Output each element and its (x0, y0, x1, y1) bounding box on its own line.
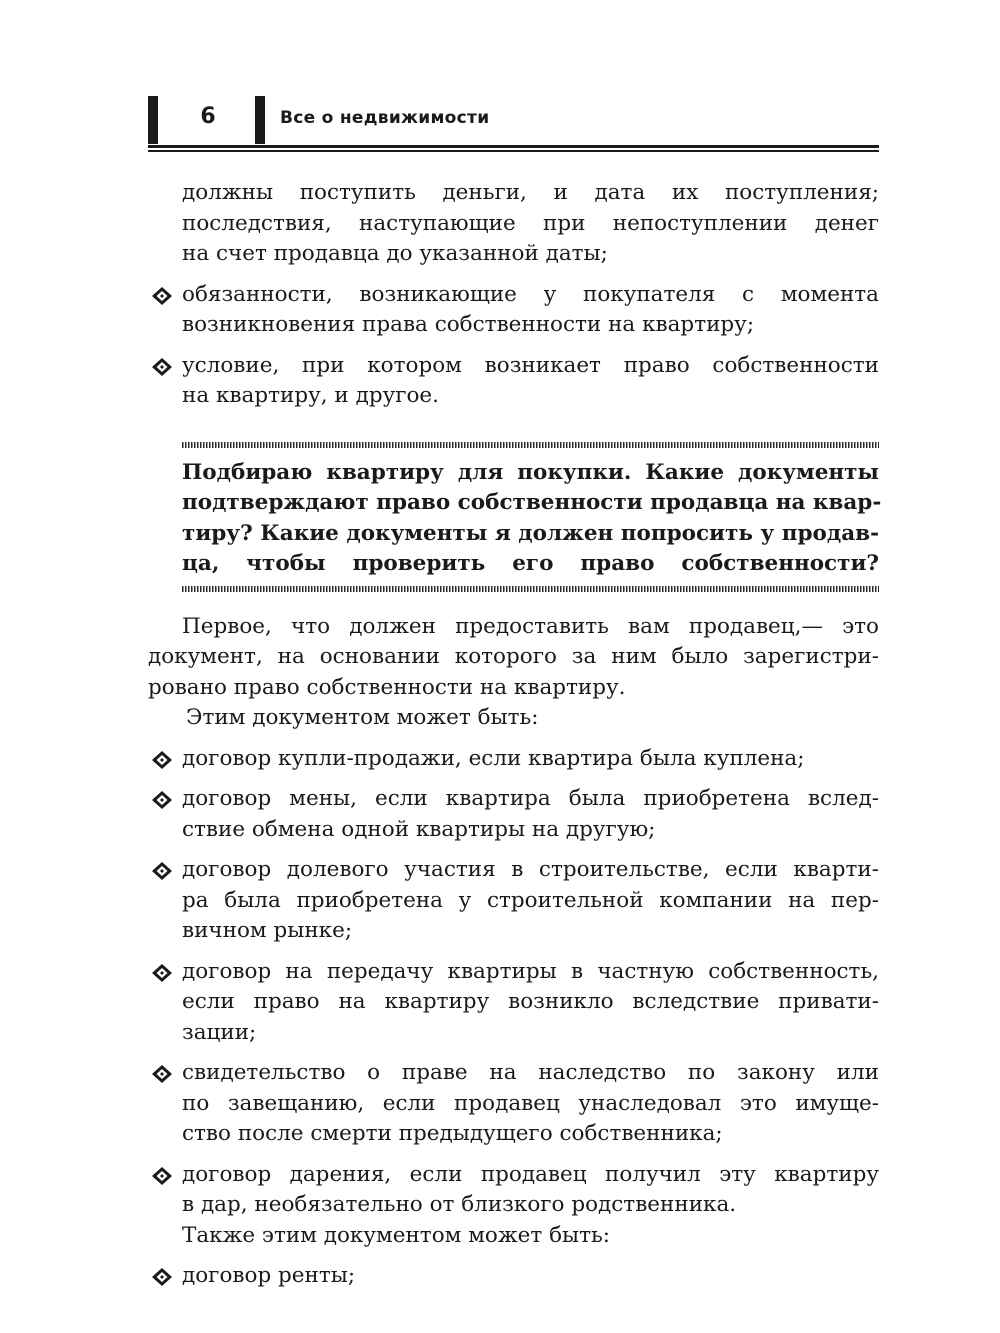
diamond-bullet-icon (150, 963, 174, 983)
list-item (148, 855, 879, 947)
question-line: Подбираю квартиру для покупки. Какие документы (182, 459, 879, 485)
diamond-bullet-icon (150, 750, 174, 770)
question-line: подтверждают право собственности продавца на квар- (182, 490, 882, 515)
question-bottom-separator (182, 586, 879, 592)
text-line: должны поступить деньги, и дата их поступления; (182, 180, 879, 205)
header-bar-divider (255, 96, 265, 144)
diamond-bullet-icon (150, 1267, 174, 1287)
list-item (148, 744, 879, 775)
list-item (148, 351, 879, 412)
list-item (148, 280, 879, 341)
list-item-line: договор ренты; (182, 1263, 356, 1288)
list-item (148, 1261, 879, 1292)
page-number: 6 (200, 104, 216, 129)
list-item (148, 1058, 879, 1150)
list-item (148, 957, 879, 1049)
list-item-line: ра была приобретена у строительной компании на пер- (182, 887, 879, 913)
list-item-line: договор долевого участия в строительстве, если кварти- (182, 857, 879, 882)
question-line: тиру? Какие документы я должен попросить у продав- (182, 520, 879, 546)
diamond-bullet-icon (150, 1166, 174, 1186)
list-item-line: обязанности, возникающие у покупателя с момента (182, 281, 879, 307)
diamond-bullet-icon (150, 790, 174, 810)
question-block (148, 458, 882, 580)
text-line: Первое, что должен предоставить вам продавец,— это (182, 613, 879, 639)
list-item-line: по завещанию, если продавец унаследовал это имуще- (182, 1090, 879, 1116)
intro-text (148, 178, 879, 270)
list-item-line: договор на передачу квартиры в частную собственность, (182, 958, 879, 984)
header-rule-thin (148, 150, 879, 152)
lead-in-text: Также этим документом может быть: (182, 1222, 610, 1248)
page-header (148, 92, 879, 154)
header-rule (148, 145, 879, 148)
diamond-bullet-icon (150, 1064, 174, 1084)
list-item (148, 784, 879, 845)
list-item-line: договор мены, если квартира была приобретена вслед- (182, 786, 879, 811)
running-title: Все о недвижимости (280, 108, 490, 128)
header-bar-left (148, 96, 158, 144)
diamond-bullet-icon (150, 286, 174, 306)
list-item-line: возникновения права собственности на квартиру; (182, 312, 755, 337)
list-item-line: ство после смерти предыдущего собственника; (182, 1121, 723, 1146)
question-top-separator (182, 442, 879, 448)
text-line: последствия, наступающие при непоступлении денег (182, 210, 879, 236)
list-item (148, 1160, 879, 1221)
list-item-line: на квартиру, и другое. (182, 383, 439, 408)
page-content (148, 178, 882, 1292)
list-item-line: договор дарения, если продавец получил эту квартиру (182, 1161, 879, 1187)
answer-paragraph (148, 612, 879, 734)
list-item-line: условие, при котором возникает право собственности (182, 352, 879, 378)
text-line: документ, на основании которого за ним было зарегистри- (148, 644, 879, 669)
list-item-line: свидетельство о праве на наследство по закону или (182, 1060, 879, 1085)
diamond-bullet-icon (150, 861, 174, 881)
list-item-line: договор купли-продажи, если квартира была куплена; (182, 745, 805, 771)
list-item-line: если право на квартиру возникло вследствие привати- (182, 989, 879, 1014)
list-item-line: зации; (182, 1019, 257, 1045)
text-line: ровано право собственности на квартиру. (148, 674, 626, 700)
question-line: ца, чтобы проверить его право собственности? (182, 551, 879, 576)
list-item-line: в дар, необязательно от близкого родственника. (182, 1192, 737, 1217)
list-item-line: ствие обмена одной квартиры на другую; (182, 816, 656, 842)
list-item-line: вичном рынке; (182, 918, 353, 943)
lead-in-text: Этим документом может быть: (186, 705, 539, 730)
text-line: на счет продавца до указанной даты; (182, 241, 608, 266)
diamond-bullet-icon (150, 357, 174, 377)
